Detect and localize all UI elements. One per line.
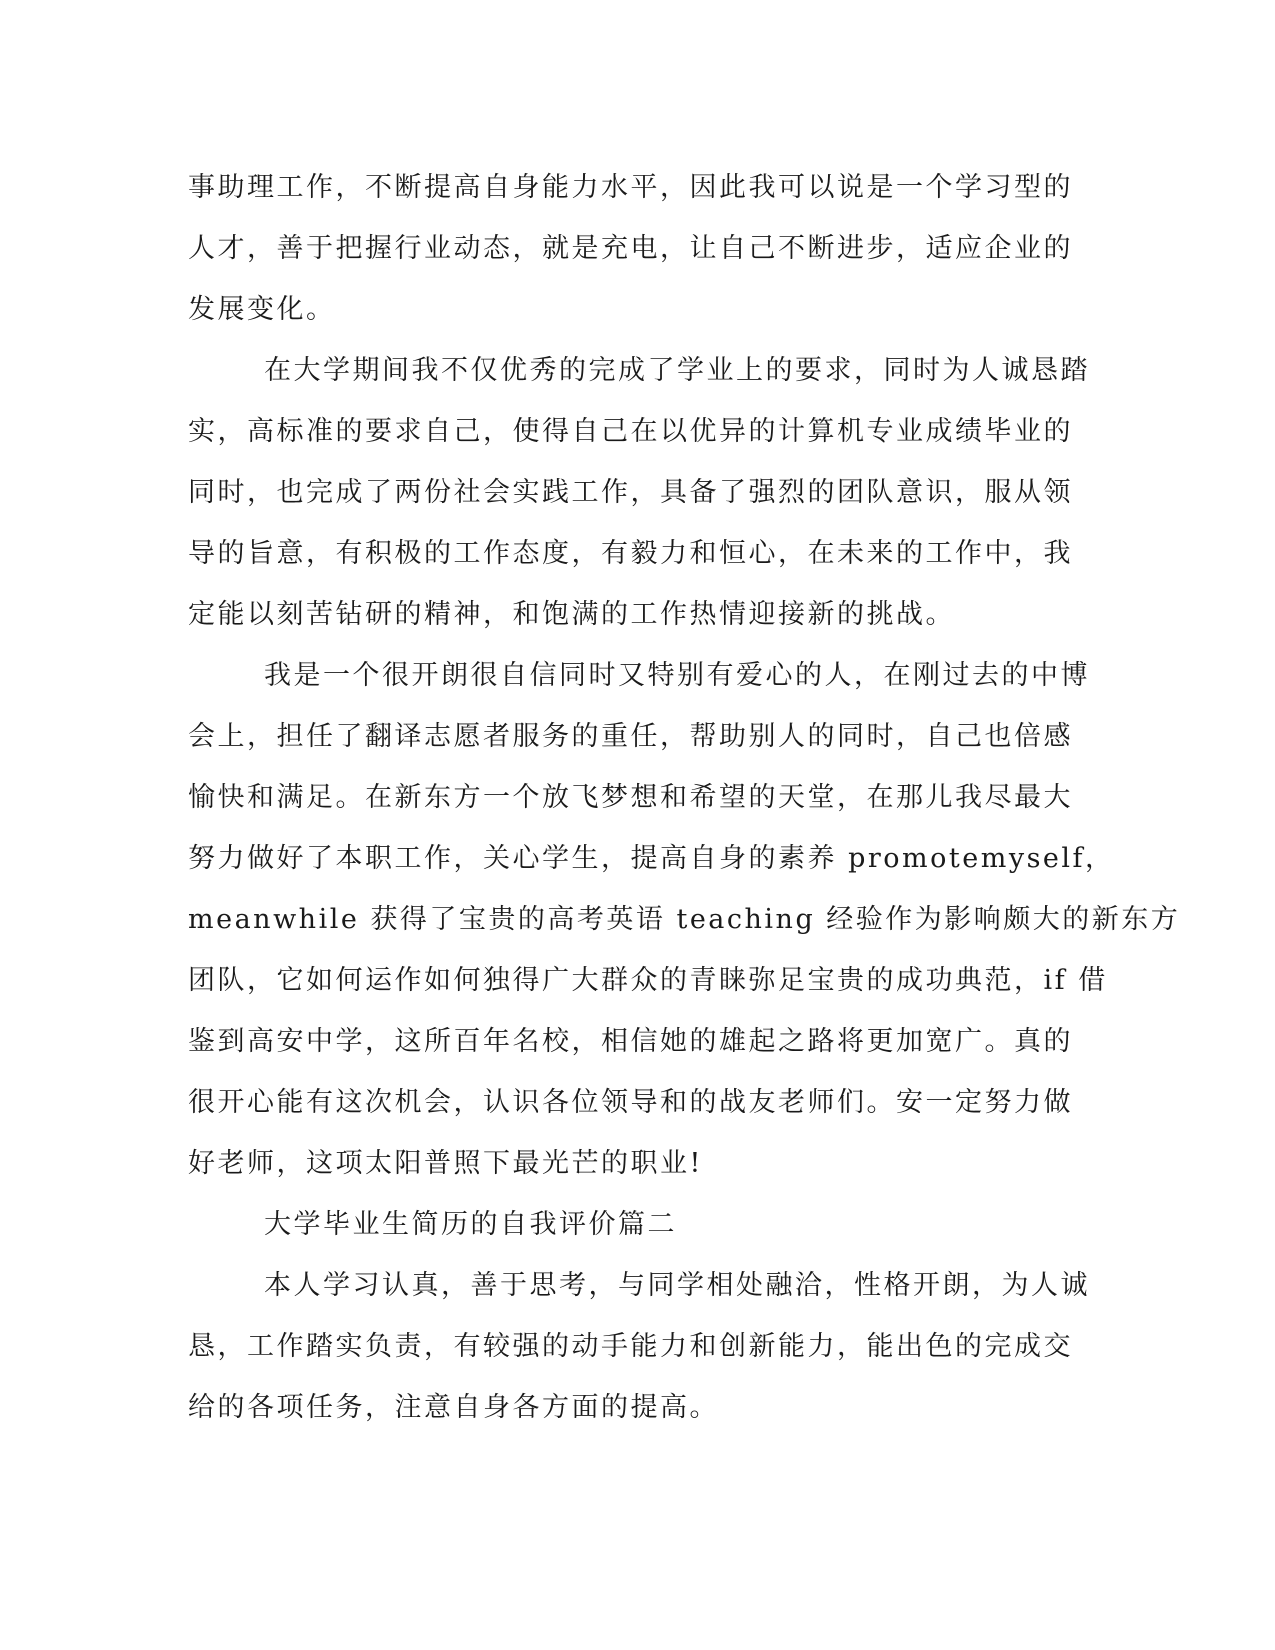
text-line: 同时，也完成了两份社会实践工作，具备了强烈的团队意识，服从领 (188, 477, 1073, 508)
text-line: meanwhile 获得了宝贵的高考英语 teaching 经验作为影响颇大的新东方 (188, 904, 1181, 935)
text-line: 好老师，这项太阳普照下最光芒的职业! (188, 1148, 703, 1179)
text-line: 大学毕业生简历的自我评价篇二 (264, 1209, 677, 1240)
text-line: 定能以刻苦钻研的精神，和饱满的工作热情迎接新的挑战。 (188, 599, 955, 630)
text-line: 事助理工作，不断提高自身能力水平，因此我可以说是一个学习型的 (188, 172, 1073, 203)
text-line: 愉快和满足。在新东方一个放飞梦想和希望的天堂，在那儿我尽最大 (188, 782, 1073, 813)
text-line: 团队，它如何运作如何独得广大群众的青睐弥足宝贵的成功典范，if 借 (188, 965, 1108, 996)
text-line: 会上，担任了翻译志愿者服务的重任，帮助别人的同时，自己也倍感 (188, 721, 1073, 752)
text-line: 本人学习认真，善于思考，与同学相处融洽，性格开朗，为人诚 (264, 1270, 1090, 1301)
document-body (188, 157, 1181, 1438)
text-line: 导的旨意，有积极的工作态度，有毅力和恒心，在未来的工作中，我 (188, 538, 1073, 569)
text-line: 我是一个很开朗很自信同时又特别有爱心的人，在刚过去的中博 (264, 660, 1090, 691)
text-line: 人才，善于把握行业动态，就是充电，让自己不断进步，适应企业的 (188, 233, 1073, 264)
text-line: 恳，工作踏实负责，有较强的动手能力和创新能力，能出色的完成交 (188, 1331, 1073, 1362)
text-line: 给的各项任务，注意自身各方面的提高。 (188, 1392, 719, 1423)
text-line: 实，高标准的要求自己，使得自己在以优异的计算机专业成绩毕业的 (188, 416, 1073, 447)
text-line: 很开心能有这次机会，认识各位领导和的战友老师们。安一定努力做 (188, 1087, 1073, 1118)
text-line: 在大学期间我不仅优秀的完成了学业上的要求，同时为人诚恳踏 (264, 355, 1090, 386)
text-line: 努力做好了本职工作，关心学生，提高自身的素养 promotemyself， (188, 843, 1115, 874)
text-line: 发展变化。 (188, 294, 336, 325)
text-line: 鉴到高安中学，这所百年名校，相信她的雄起之路将更加宽广。真的 (188, 1026, 1073, 1057)
